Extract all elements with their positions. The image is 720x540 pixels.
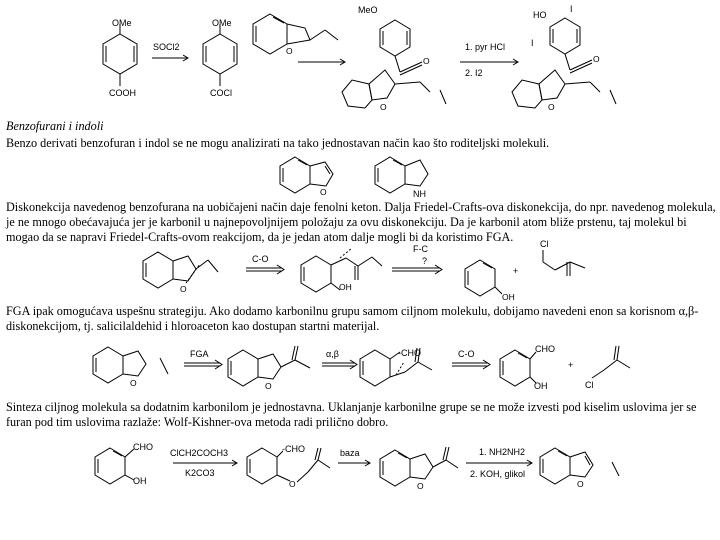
indole-structure: [375, 157, 428, 199]
svg-text:O: O: [593, 54, 600, 64]
svg-text:O: O: [380, 102, 387, 112]
cho-label-5: CHO: [133, 442, 153, 452]
acid-chloride-structure: [203, 18, 237, 98]
iodo-top-label: I: [570, 4, 573, 14]
svg-text:O: O: [548, 102, 555, 112]
acetylbenzofuran-product-structure: [380, 447, 458, 491]
benzofuran-structure: [280, 157, 333, 197]
ome-label: OMe: [112, 18, 132, 28]
alpha-beta-label: α,β: [326, 349, 339, 359]
cooh-label: COOH: [109, 88, 136, 98]
cho-label-5b: -CHO: [282, 444, 305, 454]
oh-label-salicyl: OH: [534, 381, 548, 391]
reagent-socl2: SOCl2: [153, 42, 180, 52]
svg-text:O: O: [417, 481, 424, 491]
section-heading: Benzofurani i indoli: [6, 119, 104, 133]
ethylbenzofuran-final-structure: [540, 448, 619, 489]
nh-label: NH: [413, 189, 426, 199]
step1-hydrazine: 1. NH2NH2: [479, 447, 526, 457]
phenol-structure: [465, 260, 515, 302]
base-label: baza: [340, 448, 360, 458]
salicylaldehyde-structure: [500, 344, 555, 391]
reagent-k2co3: K2CO3: [185, 468, 215, 478]
step2-label: 2. I2: [465, 68, 483, 78]
benzofuran-target-structure: [93, 347, 168, 388]
ho-label: HO: [533, 10, 547, 20]
cl-label: Cl: [540, 239, 549, 249]
scheme-3: [143, 239, 585, 302]
scheme-4: [93, 344, 630, 391]
anisic-acid-structure: [103, 18, 137, 98]
question-mark: ?: [422, 256, 428, 266]
aroylbenzofuran-structure: [342, 5, 446, 112]
cho-label-2: CHO: [535, 344, 555, 354]
oh-label: OH: [339, 282, 352, 292]
svg-text:O: O: [320, 187, 327, 197]
paragraph-synthesis: Sinteza ciljnog molekula sa dodatnim karbonilom je jednostavna. Uklanjanje karbonilne grupe se ne može izvesti pod kiselim uslovima jer se furan pod tim uslovima razlaže: Wolf-Kishner-ova metoda radi prilično dobro.: [6, 400, 697, 429]
acetylbenzofuran-structure: [228, 346, 310, 391]
svg-text:O: O: [577, 479, 584, 489]
aryloxyketone-structure: [247, 444, 330, 489]
cl-label-4: Cl: [585, 380, 594, 390]
paragraph-intro: Benzo derivati benzofuran i indol se ne mogu analizirati na tako jednostavan način kao što roditeljski molekuli.: [6, 136, 550, 150]
phenol-ketone-structure: [301, 248, 382, 292]
fga-label: FGA: [190, 349, 209, 359]
scheme-1: [103, 4, 616, 112]
iodo-left-label: I: [531, 38, 534, 48]
svg-text:O: O: [289, 479, 296, 489]
cho-label: -CHO: [398, 348, 421, 358]
scheme-2: [280, 157, 428, 199]
scheme-5: [95, 442, 619, 491]
step2-koh: 2. KOH, glikol: [470, 469, 526, 479]
co-disconnection-label: C-O: [252, 254, 269, 264]
paragraph-fga: FGA ipak omogućava uspešnu strategiju. Ako dodamo karbonilnu grupu samom ciljnom molekulu, dobijamo navedeni enon sa korisnom α,β-diskonekcijom, tj. salicilaldehid i hloroaceton kao dostupan startni materijal.: [6, 304, 699, 333]
iodophenol-product-structure: [512, 4, 616, 112]
ethylbenzofuran-structure: [253, 14, 338, 56]
svg-text:O: O: [286, 46, 293, 56]
svg-text:O: O: [130, 378, 137, 388]
plus-sign-4: +: [568, 360, 574, 370]
ome-label: OMe: [212, 18, 232, 28]
meo-label: MeO: [358, 5, 378, 15]
svg-text:O: O: [265, 381, 272, 391]
salicylaldehyde-start-structure: [95, 442, 153, 486]
oh-label-phenol: OH: [502, 292, 515, 302]
co-label: C-O: [458, 349, 475, 359]
plus-sign: +: [513, 266, 519, 276]
reagent-chloroacetone: ClCH2COCH3: [170, 448, 229, 458]
enone-structure: [360, 348, 432, 386]
target-benzofuran-structure: [143, 252, 218, 294]
cocl-label: COCl: [210, 88, 232, 98]
svg-text:O: O: [423, 56, 430, 66]
oh-label-5: OH: [133, 476, 147, 486]
step1-label: 1. pyr HCl: [465, 42, 506, 52]
paragraph-disconnection: Diskonekcija navedenog benzofurana na uobičajeni način daje fenolni keton. Dalja Friedel-Crafts-ova diskonekcija, do npr. navedenog molekula, je ne mnogo obećavajuća jer je karbonil u najnepovoljnijem položaju za ovu diskonekciju. Da je karbonil atom bliže prstenu, taj molekul bi mogao da se napravi Friedel-Crafts-ovom reakcijom, da je jedan atom dalje mogli bi da koristimo FGA.: [6, 200, 716, 244]
fc-label: F-C: [413, 244, 428, 254]
chloroacetone-structure: [585, 346, 630, 390]
svg-text:O: O: [180, 284, 187, 294]
